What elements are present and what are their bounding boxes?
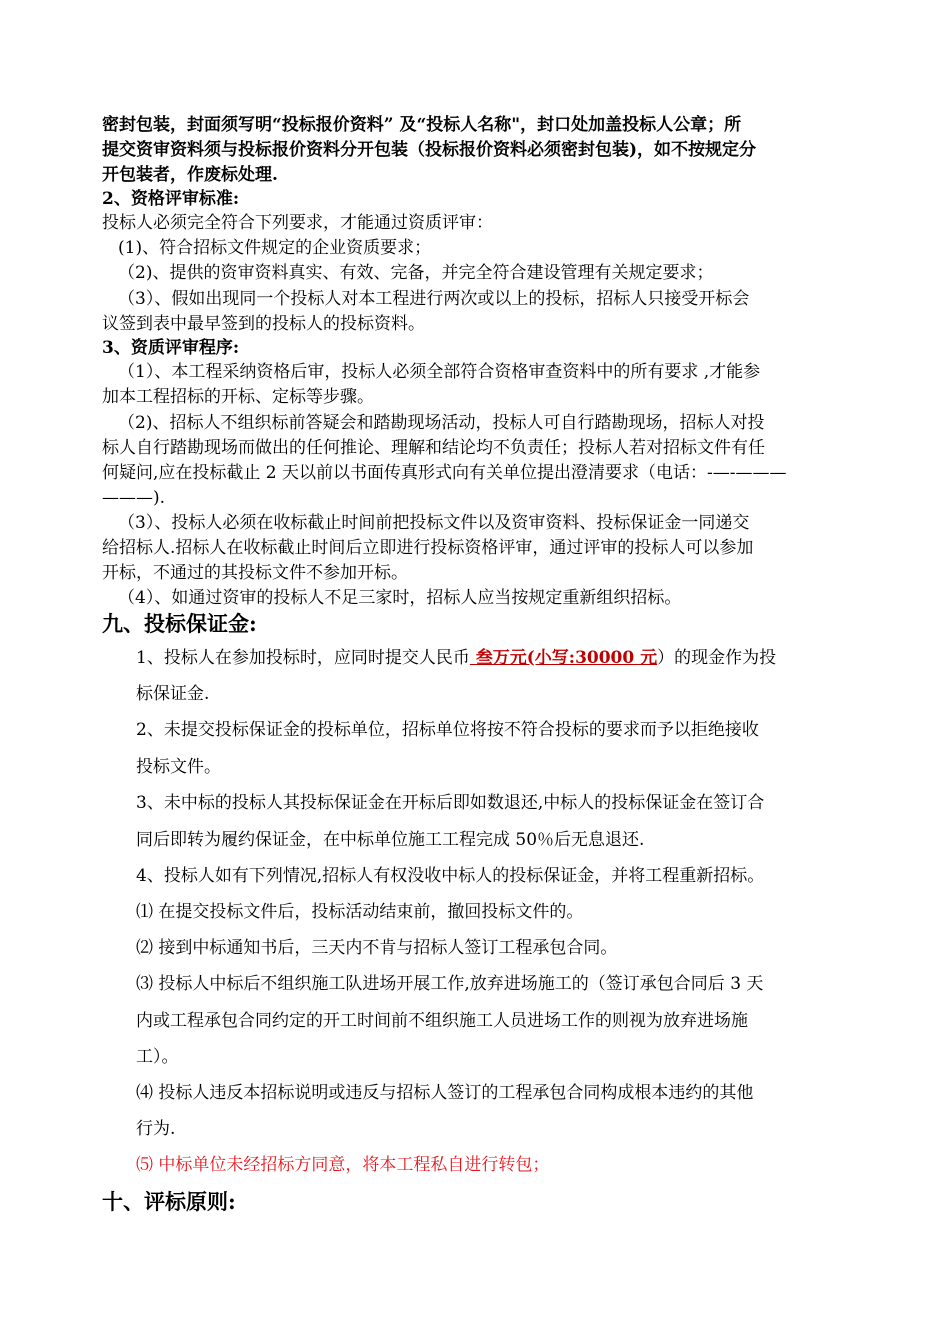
section-9-clause-5: ⑸ 中标单位未经招标方同意，将本工程私自进行转包； bbox=[136, 1155, 550, 1175]
section-3-title: 3、资质评审程序: bbox=[102, 338, 240, 358]
section-9-para-3: 3、未中标的投标人其投标保证金在开标后即如数退还,中标人的投标保证金在签订合 bbox=[136, 793, 765, 813]
section-2-item-3: （3）、假如出现同一个投标人对本工程进行两次或以上的投标，招标人只接受开标会 bbox=[118, 289, 750, 309]
section-9-para-2: 2、未提交投标保证金的投标单位，招标单位将按不符合投标的要求而予以拒绝接收 bbox=[136, 720, 759, 740]
intro-line-3: 开包装者，作废标处理. bbox=[102, 165, 278, 185]
section-3-item-2-cont-3: ———). bbox=[102, 488, 166, 508]
section-2-item-1: (1)、符合招标文件规定的企业资质要求； bbox=[118, 238, 432, 258]
section-9-clause-1: ⑴ 在提交投标文件后，投标活动结束前，撤回投标文件的。 bbox=[136, 902, 584, 922]
section-2-lead: 投标人必须完全符合下列要求，才能通过资质评审： bbox=[102, 213, 493, 233]
intro-line-1: 密封包装，封面须写明“投标报价资料” 及“投标人名称"，封口处加盖投标人公章；所 bbox=[102, 115, 742, 135]
section-3-item-2-cont-2: 何疑问,应在投标截止 2 天以前以书面传真形式向有关单位提出澄清要求（电话：-—-——— bbox=[102, 463, 787, 483]
section-9-para-1 bbox=[136, 647, 776, 669]
para-1-text: 1、投标人在参加投标时，应同时提交人民币 bbox=[136, 648, 470, 668]
section-9-para-4: 4、投标人如有下列情况,招标人有权没收中标人的投标保证金，并将工程重新招标。 bbox=[136, 866, 765, 886]
section-3-item-3-cont-1: 给招标人.招标人在收标截止时间后立即进行投标资格评审，通过评审的投标人可以参加 bbox=[102, 538, 754, 558]
section-9-para-2-cont: 投标文件。 bbox=[136, 757, 221, 777]
section-3-item-2-cont-1: 标人自行踏勘现场而做出的任何推论、理解和结论均不负责任；投标人若对招标文件有任 bbox=[102, 438, 765, 458]
section-9-clause-4: ⑷ 投标人违反本招标说明或违反与招标人签订的工程承包合同构成根本违约的其他 bbox=[136, 1083, 754, 1103]
section-9-clause-3-cont-1: 内或工程承包合同约定的开工时间前不组织施工人员进场工作的则视为放弃进场施 bbox=[136, 1011, 748, 1031]
section-9-clause-4-cont: 行为. bbox=[136, 1119, 176, 1139]
section-2-title: 2、资格评审标准: bbox=[102, 189, 240, 209]
para-1-text-end: ）的现金作为投 bbox=[657, 648, 777, 668]
section-2-item-3-cont: 议签到表中最早签到的投标人的投标资料。 bbox=[102, 314, 425, 334]
section-3-item-2: （2)、招标人不组织标前答疑会和踏勘现场活动，投标人可自行踏勘现场，招标人对投 bbox=[118, 413, 765, 433]
section-3-item-3-cont-2: 开标，不通过的其投标文件不参加开标。 bbox=[102, 563, 408, 583]
section-10-heading: 十、评标原则: bbox=[102, 1189, 236, 1214]
section-9-clause-3: ⑶ 投标人中标后不组织施工队进场开展工作,放弃进场施工的（签订承包合同后 3 天 bbox=[136, 974, 764, 994]
section-9-clause-3-cont-2: 工）。 bbox=[136, 1047, 179, 1067]
section-9-para-1-cont: 标保证金. bbox=[136, 684, 210, 704]
section-2-item-2: （2)、提供的资审资料真实、有效、完备，并完全符合建设管理有关规定要求； bbox=[118, 263, 714, 283]
section-3-item-4: （4）、如通过资审的投标人不足三家时，招标人应当按规定重新组织招标。 bbox=[118, 588, 682, 608]
section-9-clause-2: ⑵ 接到中标通知书后，三天内不肯与招标人签订工程承包合同。 bbox=[136, 938, 618, 958]
section-3-item-1: （1）、本工程采纳资格后审，投标人必须全部符合资格审查资料中的所有要求 ,才能参 bbox=[118, 362, 761, 382]
section-3-item-3: （3）、投标人必须在收标截止时间前把投标文件以及资审资料、投标保证金一同递交 bbox=[118, 513, 750, 533]
section-9-para-3-cont: 同后即转为履约保证金，在中标单位施工工程完成 50％后无息退还. bbox=[136, 830, 645, 850]
section-9-heading: 九、投标保证金: bbox=[102, 611, 257, 636]
deposit-amount: 叁万元(小写:30000 元 bbox=[469, 648, 658, 668]
intro-line-2: 提交资审资料须与投标报价资料分开包装（投标报价资料必须密封包装)，如不按规定分 bbox=[102, 140, 757, 160]
section-3-item-1-cont: 加本工程招标的开标、定标等步骤。 bbox=[102, 387, 374, 407]
